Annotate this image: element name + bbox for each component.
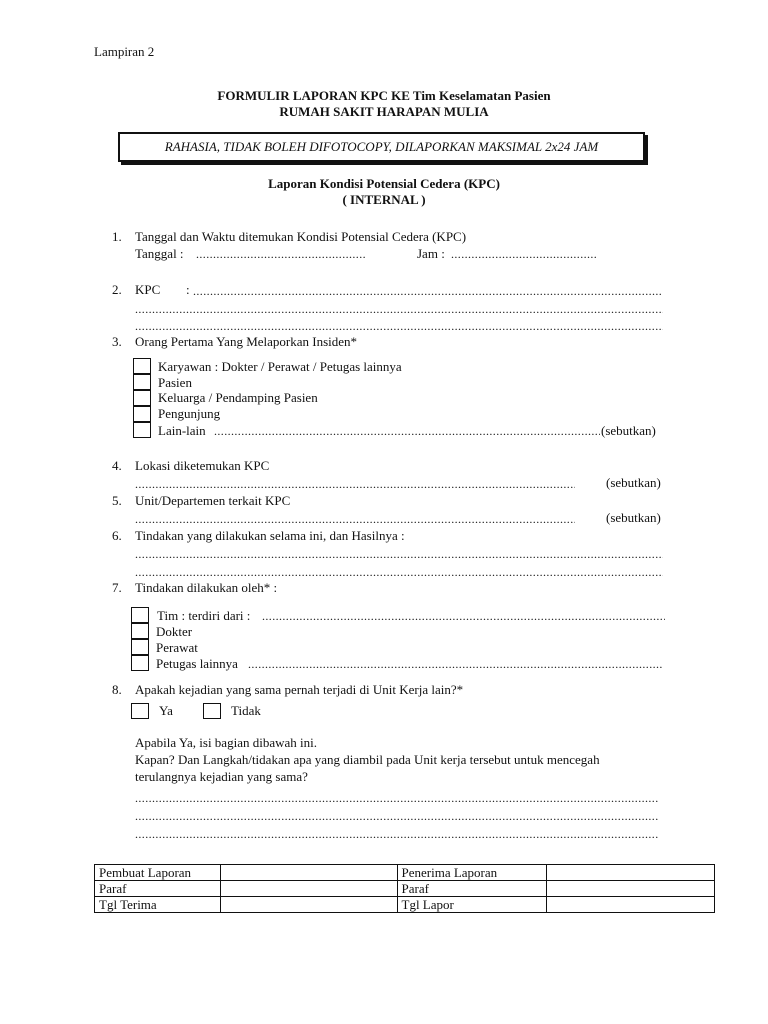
form-title: FORMULIR LAPORAN KPC KE Tim Keselamatan Pasien	[217, 88, 551, 103]
q8-checkbox-yes[interactable]	[131, 703, 149, 719]
q7-petugas-lainnya-field[interactable]	[248, 656, 663, 672]
q5-number: 5.	[112, 493, 122, 508]
q1-number: 1.	[112, 229, 122, 244]
q8-followup-question: Kapan? Dan Langkah/tidakan apa yang diambil pada Unit kerja tersebut untuk mencegah	[135, 752, 600, 767]
q1-time-field[interactable]	[451, 246, 598, 262]
q3-option-karyawan: Karyawan : Dokter / Perawat / Petugas lainnya	[158, 359, 402, 374]
report-type: ( INTERNAL )	[342, 192, 426, 207]
q3-option-pasien: Pasien	[158, 375, 192, 390]
q6-label: Tindakan yang dilakukan selama ini, dan Hasilnya :	[135, 528, 405, 543]
received-date-label: Tgl Terima	[95, 897, 221, 913]
q8-checkbox-no[interactable]	[203, 703, 221, 719]
q5-field[interactable]	[135, 511, 575, 527]
q7-checkbox-perawat[interactable]	[131, 639, 149, 655]
q3-option-pengunjung: Pengunjung	[158, 406, 221, 421]
table-row	[95, 881, 715, 897]
hospital-name: RUMAH SAKIT HARAPAN MULIA	[279, 104, 489, 119]
q2-label: KPC	[135, 282, 161, 297]
q7-label: Tindakan dilakukan oleh* :	[135, 580, 278, 595]
q7-tim-field[interactable]	[262, 608, 665, 624]
q7-number: 7.	[112, 580, 122, 595]
q3-checkbox-lain-lain[interactable]	[133, 422, 151, 438]
q8-field-line-2[interactable]	[135, 808, 659, 824]
table-row	[95, 865, 715, 881]
receiver-paraf-label: Paraf	[397, 881, 547, 897]
q3-number: 3.	[112, 334, 122, 349]
q1-label: Tanggal dan Waktu ditemukan Kondisi Potensial Cedera (KPC)	[135, 229, 467, 244]
receiver-paraf-cell[interactable]	[547, 881, 715, 897]
q4-label: Lokasi diketemukan KPC	[135, 458, 270, 473]
report-subtitle: Laporan Kondisi Potensial Cedera (KPC)	[268, 176, 500, 191]
q7-option-tim: Tim : terdiri dari :	[157, 608, 251, 623]
receiver-value-cell[interactable]	[547, 865, 715, 881]
confidential-notice	[118, 132, 645, 162]
q7-option-dokter: Dokter	[156, 624, 193, 639]
q2-colon: :	[186, 282, 190, 297]
q3-checkbox-pengunjung[interactable]	[133, 406, 151, 422]
q1-date-field[interactable]	[196, 246, 366, 262]
attachment-label: Lampiran 2	[94, 44, 155, 59]
q3-checkbox-keluarga[interactable]	[133, 390, 151, 406]
q4-field[interactable]	[135, 476, 575, 492]
q8-followup-question-cont: terulangnya kejadian yang sama?	[135, 769, 308, 784]
reporter-value-cell[interactable]	[220, 865, 397, 881]
q7-option-perawat: Perawat	[156, 640, 198, 655]
q5-specify-note: (sebutkan)	[606, 510, 661, 525]
q3-option-keluarga: Keluarga / Pendamping Pasien	[158, 390, 318, 405]
q7-checkbox-dokter[interactable]	[131, 623, 149, 639]
q7-option-petugas-lainnya: Petugas lainnya	[156, 656, 238, 671]
q1-date-label: Tanggal :	[135, 246, 184, 261]
q6-number: 6.	[112, 528, 122, 543]
q8-field-line-1[interactable]	[135, 790, 659, 806]
q3-label: Orang Pertama Yang Melaporkan Insiden*	[135, 334, 358, 349]
q3-lain-lain-field[interactable]	[214, 423, 600, 439]
q6-field-line-2[interactable]	[135, 564, 663, 580]
q2-number: 2.	[112, 282, 122, 297]
q8-label: Apakah kejadian yang sama pernah terjadi di Unit Kerja lain?*	[135, 682, 464, 697]
q7-checkbox-petugas-lainnya[interactable]	[131, 655, 149, 671]
q8-field-line-3[interactable]	[135, 826, 659, 842]
q6-field-line-1[interactable]	[135, 546, 663, 562]
q3-specify-note: (sebutkan)	[601, 423, 656, 438]
q3-checkbox-pasien[interactable]	[133, 374, 151, 390]
q8-option-yes: Ya	[159, 703, 173, 718]
q2-field-line-3[interactable]	[135, 318, 663, 334]
q8-followup-instruction: Apabila Ya, isi bagian dibawah ini.	[135, 735, 317, 750]
receiver-label: Penerima Laporan	[397, 865, 547, 881]
q4-specify-note: (sebutkan)	[606, 475, 661, 490]
q2-field-line-2[interactable]	[135, 301, 663, 317]
reporter-paraf-label: Paraf	[95, 881, 221, 897]
report-date-cell[interactable]	[547, 897, 715, 913]
q2-field-line-1[interactable]	[193, 283, 663, 299]
report-date-label: Tgl Lapor	[397, 897, 547, 913]
q4-number: 4.	[112, 458, 122, 473]
q3-option-lain-lain: Lain-lain	[158, 423, 206, 438]
reporter-paraf-cell[interactable]	[220, 881, 397, 897]
q8-option-no: Tidak	[231, 703, 261, 718]
table-row	[95, 897, 715, 913]
confidential-notice-text: RAHASIA, TIDAK BOLEH DIFOTOCOPY, DILAPORKAN MAKSIMAL 2x24 JAM	[164, 139, 599, 154]
q1-time-label: Jam :	[417, 246, 445, 261]
signature-table	[94, 864, 715, 913]
q8-number: 8.	[112, 682, 122, 697]
q5-label: Unit/Departemen terkait KPC	[135, 493, 291, 508]
received-date-cell[interactable]	[220, 897, 397, 913]
q7-checkbox-tim[interactable]	[131, 607, 149, 623]
reporter-label: Pembuat Laporan	[95, 865, 221, 881]
q3-checkbox-karyawan[interactable]	[133, 358, 151, 374]
